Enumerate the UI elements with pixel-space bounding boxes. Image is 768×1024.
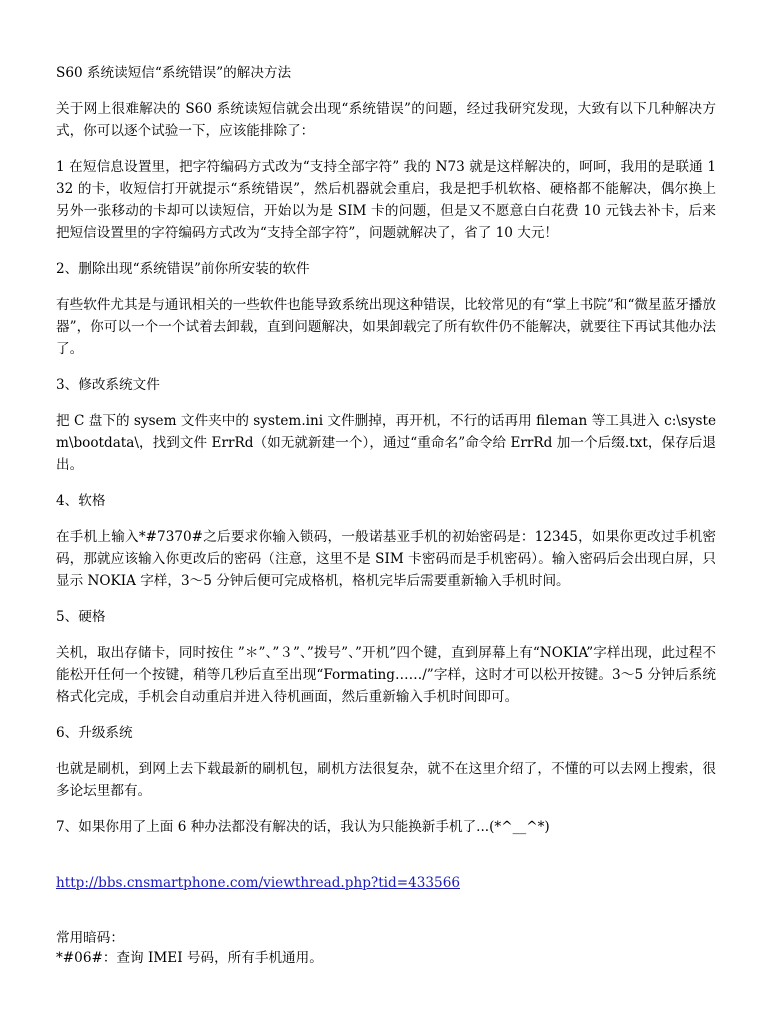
intro-paragraph: 关于网上很难解决的 S60 系统读短信就会出现“系统错误”的问题，经过我研究发现，大致有以下几种解决方式，你可以逐个试验一下，应该能排除了： [56, 101, 716, 139]
code-item: *#06#：查询 IMEI 号码，所有手机通用。 [56, 950, 323, 966]
document-title: S60 系统读短信“系统错误”的解决方法 [56, 65, 292, 81]
method-6-paragraph: 也就是刷机，到网上去下载最新的刷机包，刷机方法很复杂，就不在这里介绍了，不懂的可以去网上搜索，很多论坛里都有。 [56, 761, 716, 799]
method-5-heading: 5、硬格 [56, 609, 106, 625]
method-6-heading: 6、升级系统 [56, 725, 133, 741]
method-2-heading: 2、删除出现“系统错误”前你所安装的软件 [56, 261, 310, 277]
method-3-paragraph: 把 C 盘下的 sysem 文件夹中的 system.ini 文件删掉，再开机，不行的话再用 fileman 等工具进入 c:\system\bootdata\，找到文件 ErrRd（如无就新建一个），通过“重命名”命令给 ErrRd 加一个后缀.txt，保存后退出。 [56, 413, 716, 473]
method-5-paragraph: 关机，取出存储卡，同时按住 ”＊”、”３”、”拨号”、”开机”四个键，直到屏幕上有“NOKIA”字样出现，此过程不能松开任何一个按键，稍等几秒后直至出现“Formating……/”字样，这时才可以松开按键。3～5 分钟后系统格式化完成，手机会自动重启并进入待机画面，然后重新输入手机时间即可。 [56, 645, 716, 705]
method-2-paragraph: 有些软件尤其是与通讯相关的一些软件也能导致系统出现这种错误，比较常见的有“掌上书院”和“微星蓝牙播放器”，你可以一个一个试着去卸载，直到问题解决，如果卸载完了所有软件仍不能解决，就要往下再试其他办法了。 [56, 297, 716, 357]
document-page [56, 62, 716, 968]
codes-heading: 常用暗码： [56, 930, 124, 946]
method-4-heading: 4、软格 [56, 493, 106, 509]
method-1-paragraph: 1 在短信息设置里，把字符编码方式改为“支持全部字符” 我的 N73 就是这样解决的，呵呵，我用的是联通 132 的卡，收短信打开就提示“系统错误”，然后机器就会重启，我是把手机软格、硬格都不能解决，偶尔换上另外一张移动的卡却可以读短信，开始以为是 SIM 卡的问题，但是又不愿意白白花费 10 元钱去补卡，后来把短信设置里的字符编码方式改为“支持全部字符”，问题就解决了，省了 10 大元！ [56, 159, 716, 241]
conclusion-paragraph: 7、如果你用了上面 6 种办法都没有解决的话，我认为只能换新手机了...(*^__^*) [56, 819, 550, 835]
method-4-paragraph: 在手机上输入*#7370#之后要求你输入锁码，一般诺基亚手机的初始密码是：12345，如果你更改过手机密码，那就应该输入你更改后的密码（注意，这里不是 SIM 卡密码而是手机密码）。输入密码后会出现白屏，只显示 NOKIA 字样，3～5 分钟后便可完成格机，格机完毕后需要重新输入手机时间。 [56, 529, 716, 589]
source-link[interactable]: http://bbs.cnsmartphone.com/viewthread.php?tid=433566 [56, 875, 460, 891]
method-3-heading: 3、修改系统文件 [56, 377, 160, 393]
